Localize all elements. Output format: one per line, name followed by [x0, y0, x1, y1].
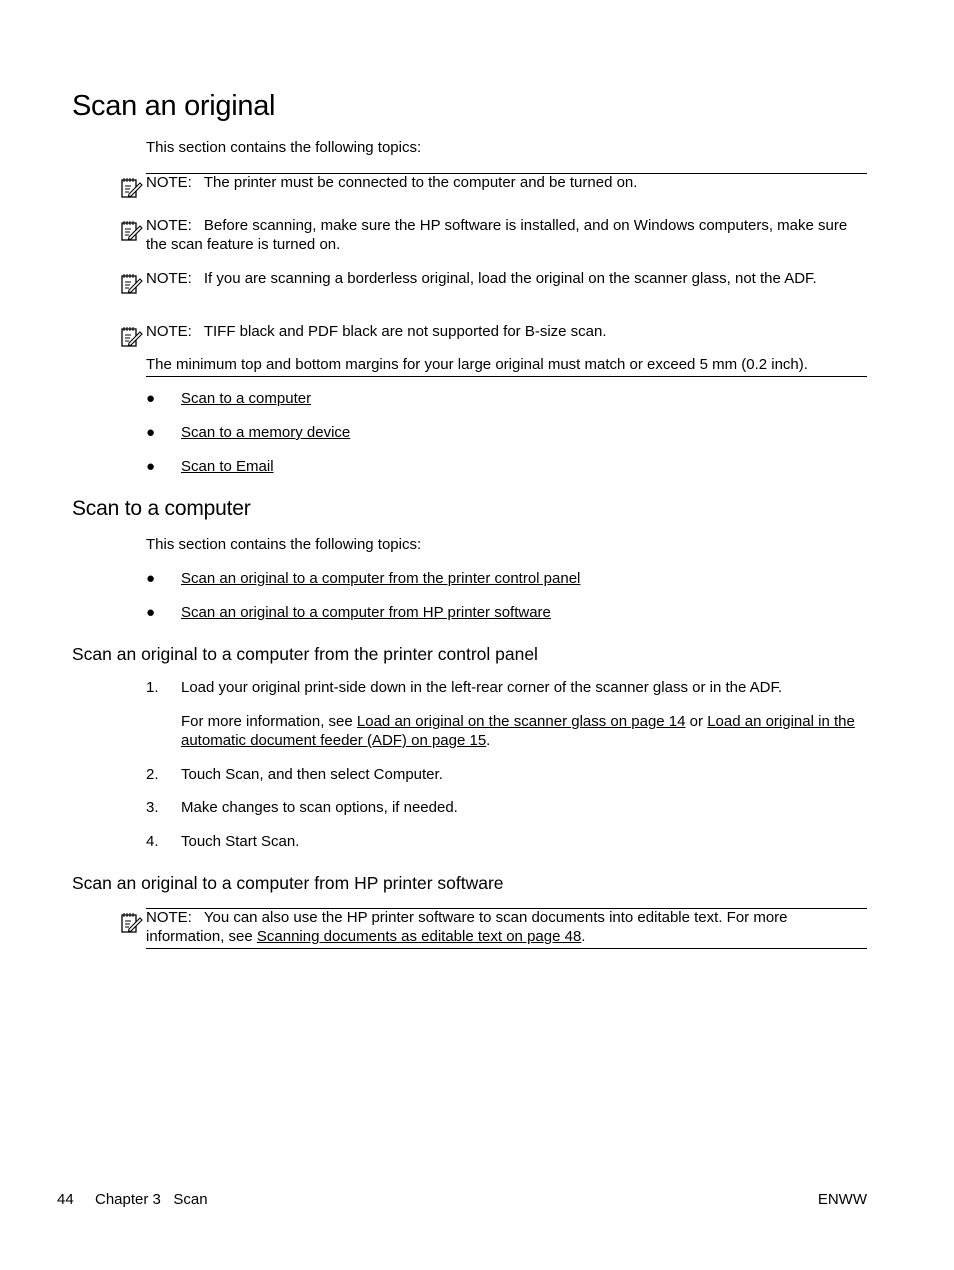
topic-link-scan-to-email[interactable]: Scan to Email — [181, 458, 274, 475]
more-info-paragraph — [181, 712, 867, 750]
step-number: 3. — [146, 799, 159, 816]
link-editable-text[interactable]: Scanning documents as editable text on page 48 — [256, 928, 582, 945]
note-pad-icon — [119, 911, 143, 935]
note-text: If you are scanning a borderless original, load the original on the scanner glass, not the ADF. — [203, 270, 817, 287]
note-text: TIFF black and PDF black are not supported for B-size scan. — [203, 323, 607, 340]
step-3-text: Make changes to scan options, if needed. — [181, 799, 458, 816]
note-2 — [146, 216, 867, 254]
section-intro: This section contains the following topics: — [146, 536, 422, 553]
note-pad-icon — [119, 176, 143, 200]
more-info-period: . — [486, 732, 491, 749]
note-pad-icon — [119, 219, 143, 243]
more-info-prefix: For more information, see — [181, 713, 357, 730]
topic-link-hp-software[interactable]: Scan an original to a computer from HP printer software — [181, 604, 551, 621]
topic-link-scan-to-computer[interactable]: Scan to a computer — [181, 390, 312, 407]
step-text: Touch — [181, 833, 226, 850]
page-number: 44 — [57, 1191, 74, 1208]
link-load-scanner-glass[interactable]: Load an original on the scanner glass on page 14 — [356, 713, 686, 730]
step-text: Touch — [181, 766, 226, 783]
note-pad-icon — [119, 272, 143, 296]
step-4-text — [181, 832, 867, 851]
bullet-dot: ● — [146, 458, 156, 475]
step-1-text: Load your original print-side down in the left-rear corner of the scanner glass or in the ADF. — [181, 679, 783, 696]
ui-term-scan: Scan — [225, 766, 260, 783]
step-number: 2. — [146, 766, 159, 783]
page-title: Scan an original — [72, 90, 276, 122]
margin-note: The minimum top and bottom margins for your large original must match or exceed 5 mm (0.2 inch). — [146, 356, 808, 373]
footer-chapter: Chapter 3 Scan — [95, 1191, 208, 1208]
step-text: , and then select — [259, 766, 374, 783]
step-text: . — [295, 833, 300, 850]
step-2-text — [181, 765, 867, 784]
subsection-heading-hp-software: Scan an original to a computer from HP printer software — [72, 873, 504, 893]
footer-enww: ENWW — [817, 1191, 867, 1208]
note-1 — [146, 173, 867, 192]
note-label: NOTE: — [146, 270, 192, 287]
note-label: NOTE: — [146, 174, 192, 191]
topic-link-scan-to-memory-device[interactable]: Scan to a memory device — [181, 424, 351, 441]
subsection-heading-control-panel: Scan an original to a computer from the printer control panel — [72, 644, 538, 664]
topic-link-control-panel[interactable]: Scan an original to a computer from the printer control panel — [181, 570, 581, 587]
note-editable-text — [146, 908, 867, 946]
bullet-dot: ● — [146, 424, 156, 441]
note-text: The printer must be connected to the computer and be turned on. — [203, 174, 638, 191]
ui-term-computer: Computer — [373, 766, 439, 783]
step-text: . — [438, 766, 443, 783]
note-label: NOTE: — [146, 217, 192, 234]
note-divider-bottom — [146, 948, 867, 949]
note-text: You can also use the HP printer software to scan documents into editable text. For more information, see — [146, 909, 788, 945]
note-divider-bottom — [146, 376, 867, 377]
note-label: NOTE: — [146, 323, 192, 340]
more-info-conjunction: or — [685, 713, 708, 730]
bullet-dot: ● — [146, 604, 156, 621]
note-3 — [146, 269, 867, 288]
bullet-dot: ● — [146, 390, 156, 407]
note-pad-icon — [119, 325, 143, 349]
note-text: Before scanning, make sure the HP software is installed, and on Windows computers, make sure the scan feature is turned on. — [146, 217, 848, 253]
intro-text: This section contains the following topics: — [146, 139, 422, 156]
link-load-adf[interactable]: Load an original in the automatic document feeder (ADF) on page 15 — [181, 713, 855, 749]
step-number: 1. — [146, 679, 159, 696]
section-heading-scan-to-computer: Scan to a computer — [72, 497, 251, 520]
note-4 — [146, 322, 867, 341]
note-text: . — [581, 928, 586, 945]
step-number: 4. — [146, 833, 159, 850]
note-label: NOTE: — [146, 909, 192, 926]
ui-term-start-scan: Start Scan — [225, 833, 296, 850]
bullet-dot: ● — [146, 570, 156, 587]
